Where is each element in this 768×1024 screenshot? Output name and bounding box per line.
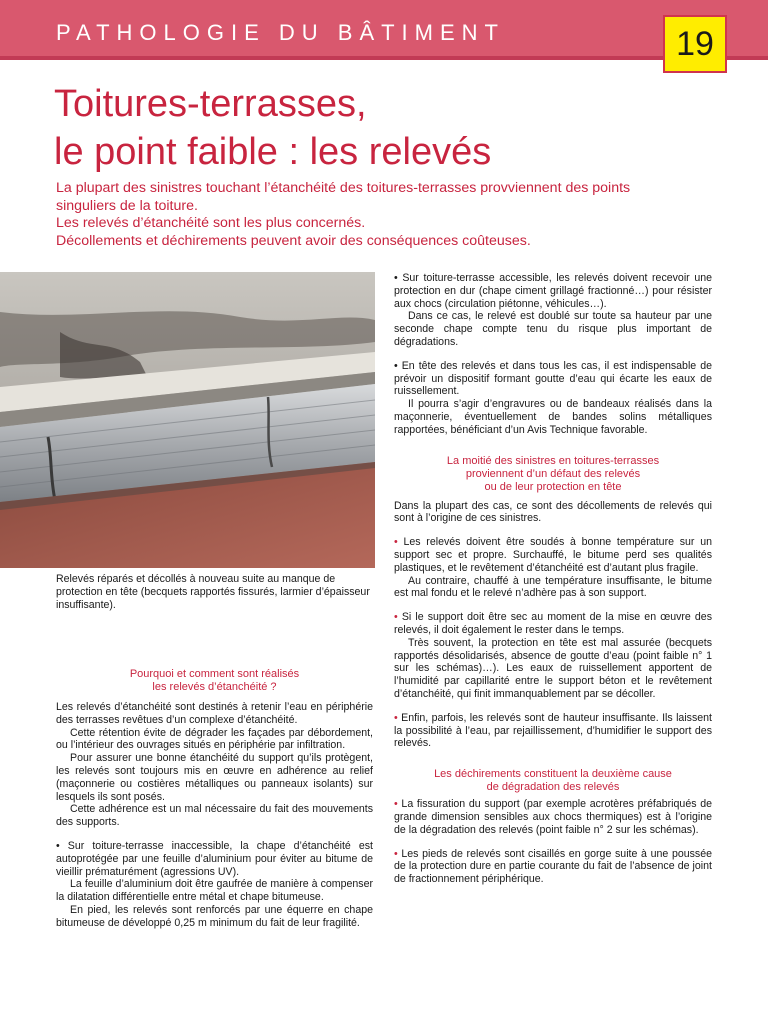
header-rule — [0, 56, 768, 60]
left-column — [56, 668, 373, 930]
article-title — [54, 80, 491, 176]
bullet-paragraph: • Les pieds de relevés sont cisaillés en gorge suite à une poussée de la protection dure en partie courante du fait de l’absence de joint de fractionnement périphérique. — [394, 847, 712, 886]
bullet-paragraph: • Sur toiture-terrasse inaccessible, la chape d’étanchéité est autoprotégée par une feuille d’aluminium pour éviter au bitume de vieillir prématurément (agressions UV). — [56, 839, 373, 878]
lead-line: Les relevés d’étanchéité sont les plus concernés. — [56, 215, 366, 231]
section-heading: Les déchirements constituent la deuxième cause de dégradation des relevés — [434, 768, 672, 794]
paragraph: Il pourra s’agir d’engravures ou de bandeaux réalisés dans la maçonnerie, éventuellement de bandes solins métalliques rapportées, bénéficiant d’un Avis Technique favorable. — [394, 398, 712, 436]
bullet-paragraph: • Si le support doit être sec au moment de la mise en œuvre des relevés, il doit également le rester dans le temps. — [394, 611, 712, 636]
paragraph: Cette adhérence est un mal nécessaire du fait des mouvements des supports. — [56, 803, 373, 829]
roof-upstand-photo — [0, 272, 375, 568]
paragraph: Dans la plupart des cas, ce sont des décollements de relevés qui sont à l’origine de ces sinistres. — [394, 499, 712, 525]
paragraph: Très souvent, la protection en tête est mal assurée (becquets rapportés désolidarisés, absence de goutte d’eau (point faible n° 1 sur les schémas)…). Les eaux de ruissellement apportent de l’humidité par capillarité entre le support béton et le revêtement d’étanchéité, qui finit immanquablement par se décoller. — [394, 636, 712, 700]
bullet-icon: • — [394, 611, 398, 624]
paragraph: Les relevés d’étanchéité sont destinés à retenir l’eau en périphérie des terrasses revêtues d’un complexe d’étanchéité. — [56, 701, 373, 726]
bullet-paragraph: • Sur toiture-terrasse accessible, les relevés doivent recevoir une protection en dur (chape ciment grillagé fractionné…) pour résister aux chocs (circulation piétonne, véhicules…). — [394, 272, 712, 310]
lead-line: La plupart des sinistres touchant l’étanchéité des toitures-terrasses provviennent des points singuliers de la toiture. — [56, 180, 631, 214]
running-head: PATHOLOGIE DU BÂTIMENT — [56, 20, 505, 45]
bullet-icon: • — [394, 711, 398, 724]
lead-line: Décollements et déchirements peuvent avoir des conséquences coûteuses. — [56, 232, 531, 249]
bullet-paragraph: • Les relevés doivent être soudés à bonne température sur un support sec et propre. Surchauffé, le bitume perd ses qualités plastiques, et le revêtement d’étanchéité est d’autant plus fragile. — [394, 536, 712, 574]
bullet-paragraph: • Enfin, parfois, les relevés sont de hauteur insuffisante. Ils laissent la possibilité à l’eau, par rejaillissement, d’humidifier le support des relevés. — [394, 711, 712, 750]
bullet-icon: • — [394, 272, 398, 284]
title-line-2: le point faible : les relevés — [54, 131, 492, 173]
right-column — [394, 272, 712, 886]
bullet-icon: • — [56, 839, 60, 852]
paragraph: La feuille d’aluminium doit être gaufrée de manière à compenser la dilatation différentielle entre métal et chape bitumeuse. — [56, 878, 373, 904]
bullet-paragraph: • En tête des relevés et dans tous les cas, il est indispensable de prévoir un dispositif formant goutte d’eau qui écarte les eaux de ruissellement. — [394, 359, 712, 398]
bullet-icon: • — [394, 847, 398, 860]
bullet-paragraph: • La fissuration du support (par exemple acrotères préfabriqués de grande dimension sensibles aux chocs thermiques) est à l’origine de la dégradation des relevés (point faible n° 2 sur les schémas). — [394, 798, 712, 836]
title-line-1: Toitures-terrasses, — [54, 83, 367, 125]
paragraph: En pied, les relevés sont renforcés par une équerre en chape bitumeuse de développé 0,25 m minimum du fait de leur fragilité. — [56, 903, 373, 929]
bullet-icon: • — [394, 798, 398, 811]
paragraph: Au contraire, chauffé à une température insuffisante, le bitume est mal fondu et le relevé n’adhère pas à son support. — [394, 574, 712, 600]
page-number-badge: 19 — [663, 15, 727, 73]
paragraph: Dans ce cas, le relevé est doublé sur toute sa hauteur par une seconde chape compte tenu du risque plus important de dégradations. — [394, 310, 712, 348]
paragraph: Cette rétention évite de dégrader les façades par débordement, ou l’intérieur des ouvrages situés en périphérie par infiltration. — [56, 726, 373, 752]
photo-caption: Relevés réparés et décollés à nouveau suite au manque de protection en tête (becquets rapportés fissurés, larmier d’épaisseur insuffisante). — [56, 573, 370, 611]
lead-paragraph — [56, 180, 656, 250]
paragraph: Pour assurer une bonne étanchéité du support qu’ils protègent, les relevés sont toujours mis en œuvre en adhérence au relief (maçonnerie ou costières métalliques ou panneaux isolants) sur lesquels ils sont posés. — [56, 752, 373, 803]
bullet-icon: • — [394, 359, 398, 372]
bullet-icon: • — [394, 536, 398, 549]
section-heading: La moitié des sinistres en toitures-terrasses proviennent d’un défaut des relevés ou de leur protection en tête — [446, 454, 660, 493]
section-heading: Pourquoi et comment sont réalisés les relevés d’étanchéité ? — [129, 668, 300, 693]
